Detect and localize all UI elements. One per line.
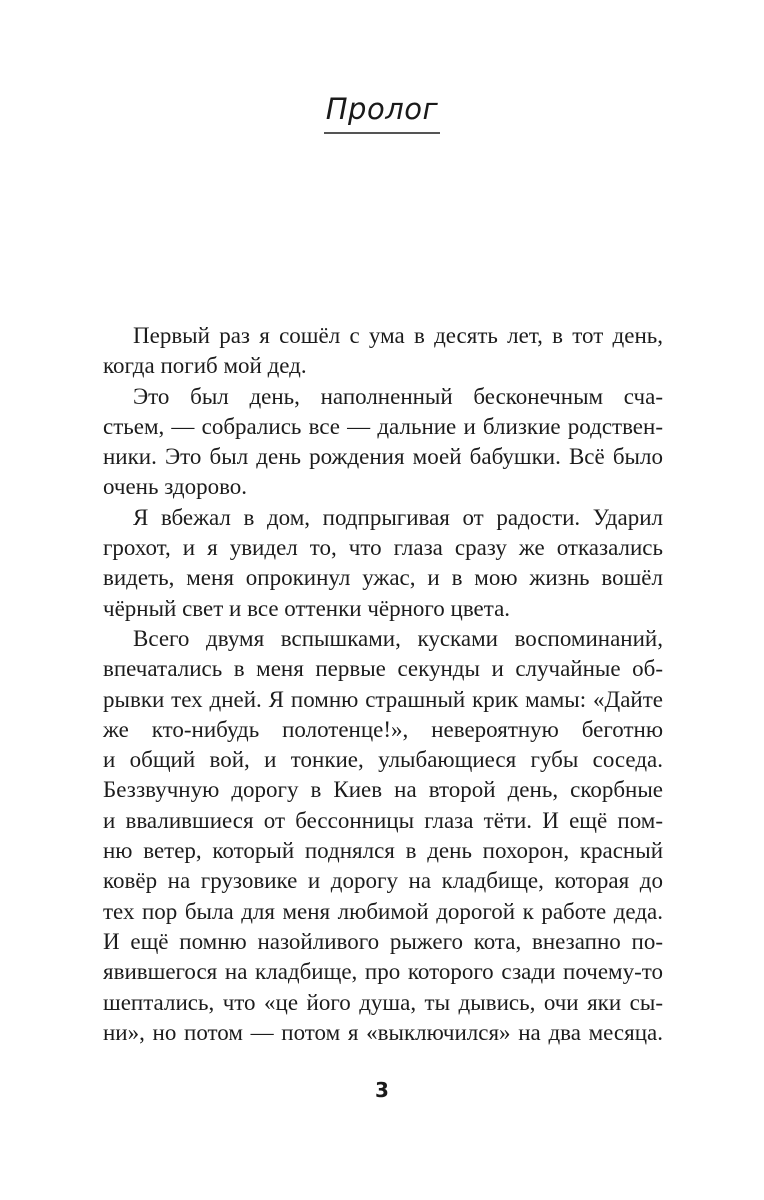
page-number: 3 xyxy=(375,1078,389,1102)
body-text xyxy=(103,321,663,1048)
text-line: когда погиб мой дед. xyxy=(103,353,307,379)
chapter-title xyxy=(0,92,764,134)
text-line: рывки тех дней. Я помню страшный крик мамы: «Дайте xyxy=(103,686,663,712)
text-line: и ввалившиеся от бессонницы глаза тёти. И ещё пом- xyxy=(103,807,663,833)
text-line: тех пор была для меня любимой дорогой к работе деда. xyxy=(103,898,663,924)
text-line: чёрный свет и все оттенки чёрного цвета. xyxy=(103,595,511,621)
text-line: И ещё помню назойливого рыжего кота, внезапно по- xyxy=(103,928,663,954)
text-line: грохот, и я увидел то, что глаза сразу же отказались xyxy=(103,535,663,561)
text-line: Я вбежал в дом, подпрыгивая от радости. Ударил xyxy=(133,504,663,530)
text-line: и общий вой, и тонкие, улыбающиеся губы соседа. xyxy=(103,747,663,773)
text-line: Это был день, наполненный бесконечным сча- xyxy=(133,383,663,409)
text-line: Всего двумя вспышками, кусками воспоминаний, xyxy=(133,625,663,651)
text-line: шептались, что «це його душа, ты дывись, очи яки сы- xyxy=(103,989,663,1015)
text-line: Беззвучную дорогу в Киев на второй день, скорбные xyxy=(103,777,663,803)
text-line: Первый раз я сошёл с ума в десять лет, в тот день, xyxy=(133,323,663,348)
text-line: впечатались в меня первые секунды и случайные об- xyxy=(103,656,663,682)
text-line: видеть, меня опрокинул ужас, и в мою жизнь вошёл xyxy=(103,565,663,591)
text-line: ни», но потом — потом я «выключился» на два месяца. xyxy=(103,1019,663,1045)
text-line: ковёр на грузовике и дорогу на кладбище, которая до xyxy=(103,868,663,894)
text-line: очень здорово. xyxy=(103,474,248,500)
text-line: стьем, — собрались все — дальние и близкие родствен- xyxy=(103,413,663,439)
text-line: же кто-нибудь полотенце!», невероятную беготню xyxy=(103,716,663,742)
chapter-title-text: Пролог xyxy=(324,92,440,134)
text-line: явившегося на кладбище, про которого сзади почему-то xyxy=(103,959,663,985)
text-line: ню ветер, который поднялся в день похорон, красный xyxy=(103,838,663,864)
text-line: ники. Это был день рождения моей бабушки. Всё было xyxy=(103,444,663,470)
